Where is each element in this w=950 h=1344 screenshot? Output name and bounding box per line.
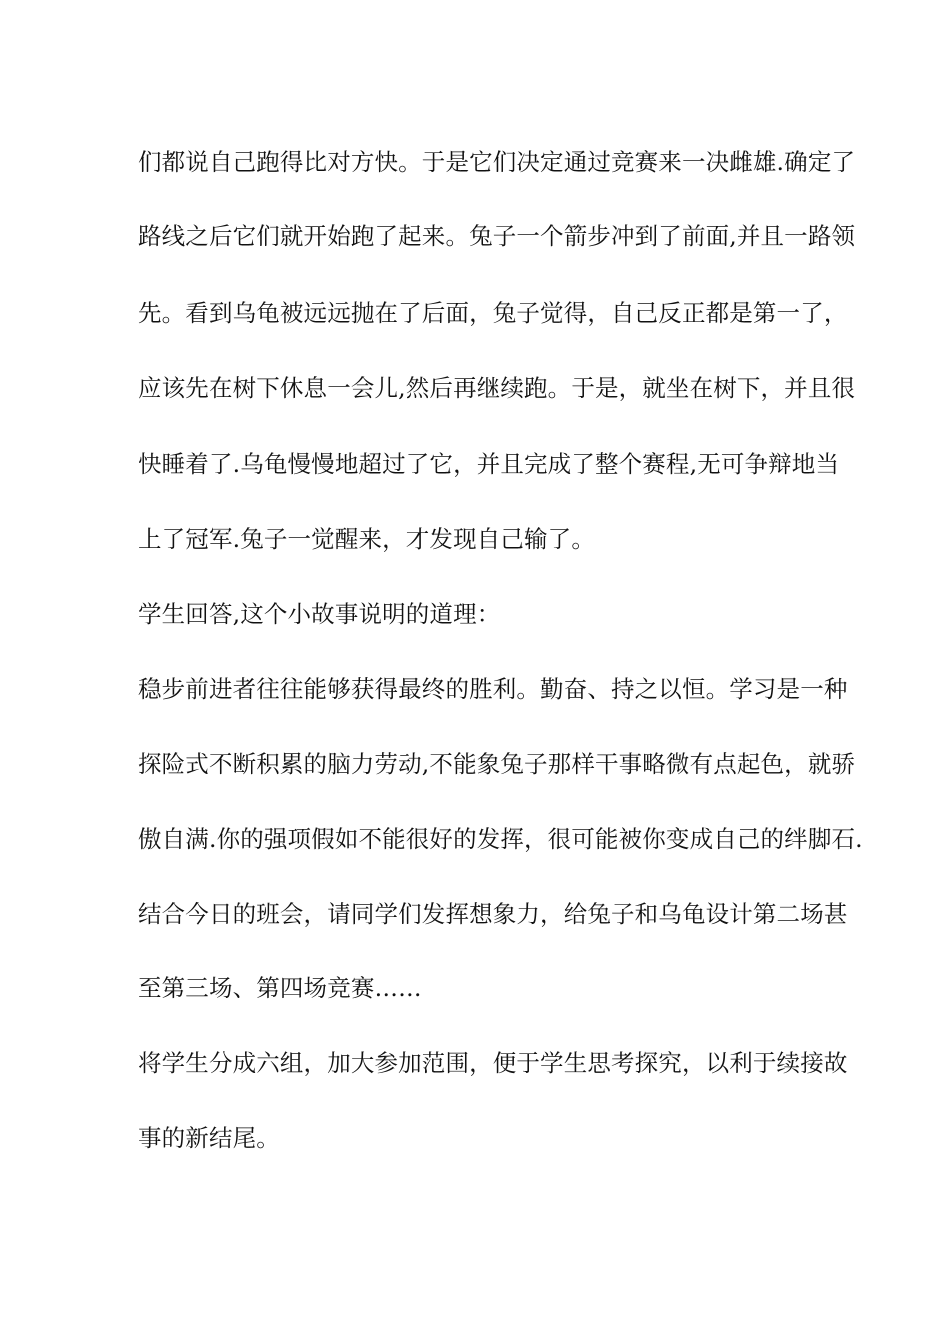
text-line: 们都说自己跑得比对方快。于是它们决定通过竞赛来一决雌雄.确定了 bbox=[138, 148, 856, 176]
text-line: 路线之后它们就开始跑了起来。兔子一个箭步冲到了前面,并且一路领 bbox=[138, 222, 856, 250]
text-line: 先。看到乌龟被远远抛在了后面，兔子觉得，自己反正都是第一了， bbox=[138, 299, 848, 327]
text-line: 至第三场、第四场竞赛…… bbox=[138, 974, 422, 1002]
text-line: 事的新结尾。 bbox=[138, 1124, 280, 1152]
text-line: 结合今日的班会，请同学们发挥想象力，给兔子和乌龟设计第二场甚 bbox=[138, 900, 848, 928]
text-line: 傲自满.你的强项假如不能很好的发挥，很可能被你变成自己的绊脚石. bbox=[138, 825, 863, 853]
text-line: 学生回答,这个小故事说明的道理： bbox=[138, 600, 501, 628]
text-line: 探险式不断积累的脑力劳动,不能象兔子那样干事略微有点起色，就骄 bbox=[138, 750, 856, 778]
text-line: 快睡着了.乌龟慢慢地超过了它，并且完成了整个赛程,无可争辩地当 bbox=[138, 450, 840, 478]
text-line: 稳步前进者往往能够获得最终的胜利。勤奋、持之以恒。学习是一种 bbox=[138, 675, 848, 703]
text-line: 将学生分成六组，加大参加范围，便于学生思考探究，以利于续接故 bbox=[138, 1049, 848, 1077]
text-line: 上了冠军.兔子一觉醒来，才发现自己输了。 bbox=[138, 525, 595, 553]
text-line: 应该先在树下休息一会儿,然后再继续跑。于是，就坐在树下，并且很 bbox=[138, 374, 856, 402]
